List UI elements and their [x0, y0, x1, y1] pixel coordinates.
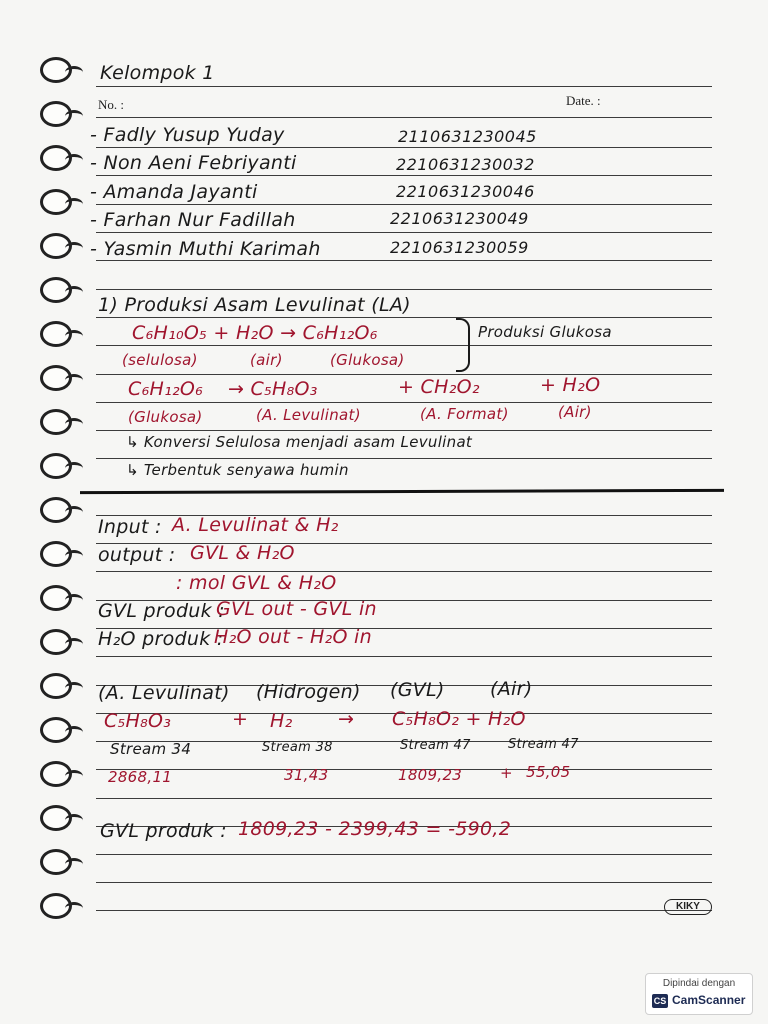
ruled-line: [96, 882, 712, 883]
member-nim: 2210631230046: [396, 182, 535, 201]
binder-ring: [40, 497, 72, 523]
member-name: - Yasmin Muthi Karimah: [90, 238, 321, 260]
stream-value: 55,05: [526, 763, 571, 781]
ruled-line: [96, 289, 712, 290]
reaction2-label: (Air): [558, 403, 592, 421]
stream-label: Stream 47: [400, 738, 471, 753]
brace-mark: [456, 318, 470, 372]
gvl-produk-result-label: GVL produk :: [100, 820, 227, 842]
member-nim: 2210631230049: [390, 209, 529, 228]
ruled-line: [96, 317, 712, 318]
reaction1-label: (Glukosa): [330, 351, 405, 369]
reaction3-term: H₂: [270, 710, 293, 732]
stream-value: 1809,23: [398, 766, 463, 784]
ruled-line: [96, 147, 712, 148]
ruled-line: [96, 86, 712, 87]
ruled-line: [96, 204, 712, 205]
ruled-line: [96, 175, 712, 176]
date-label: Date. :: [566, 93, 601, 108]
compound-header: (GVL): [390, 679, 445, 701]
binder-ring: [40, 805, 72, 831]
member-name: - Fadly Yusup Yuday: [90, 124, 285, 146]
note-conversion: ↳ Konversi Selulosa menjadi asam Levulinat: [126, 433, 473, 451]
group-title: Kelompok 1: [100, 62, 215, 84]
stream-label: Stream 38: [262, 740, 333, 755]
ruled-line: [96, 798, 712, 799]
ruled-line: [96, 345, 712, 346]
reaction3-term: C₅H₈O₂ + H₂O: [392, 708, 526, 730]
binder-ring: [40, 673, 72, 699]
ruled-line: [96, 458, 712, 459]
binder-ring: [40, 541, 72, 567]
member-name: - Non Aeni Febriyanti: [90, 152, 297, 174]
reaction1-label: (air): [250, 351, 283, 369]
gvl-produk-formula: GVL out - GVL in: [216, 598, 377, 620]
ruled-line: [96, 260, 712, 261]
member-nim: 2210631230059: [390, 238, 529, 257]
stream-plus: +: [500, 764, 513, 782]
binder-ring: [40, 277, 72, 303]
reaction2-label: (Glukosa): [128, 408, 203, 426]
scanner-name: CamScanner: [672, 993, 746, 1007]
compound-header: (Air): [490, 678, 533, 700]
reaction2-label: (A. Format): [420, 405, 509, 423]
stream-label: Stream 47: [508, 737, 579, 752]
member-name: - Farhan Nur Fadillah: [90, 209, 296, 231]
gvl-produk-result: 1809,23 - 2399,43 = -590,2: [238, 818, 512, 840]
ruled-line: [96, 656, 712, 657]
reaction3-term: C₅H₈O₃: [104, 710, 172, 732]
reaction1-label: (selulosa): [122, 351, 198, 369]
ruled-line: [96, 232, 712, 233]
member-nim: 2210631230032: [396, 155, 535, 174]
ruled-line: [96, 543, 712, 544]
compound-header: (Hidrogen): [256, 681, 361, 703]
binder-ring: [40, 585, 72, 611]
member-nim: 2110631230045: [398, 127, 537, 146]
binder-ring: [40, 409, 72, 435]
ruled-line: [96, 430, 712, 431]
binder-ring: [40, 321, 72, 347]
reaction1-equation: C₆H₁₀O₅ + H₂O → C₆H₁₂O₆: [132, 322, 378, 344]
note-humin: ↳ Terbentuk senyawa humin: [126, 461, 349, 479]
binder-ring: [40, 365, 72, 391]
binder-ring: [40, 145, 72, 171]
reaction2-term: + CH₂O₂: [398, 376, 480, 398]
reaction3-term: +: [232, 708, 249, 730]
gvl-produk-label: GVL produk :: [98, 600, 225, 622]
binder-ring: [40, 101, 72, 127]
output-value: GVL & H₂O: [190, 542, 295, 564]
camscanner-watermark: [645, 973, 753, 1015]
section-divider: [80, 489, 724, 494]
binder-ring: [40, 189, 72, 215]
reaction2-term: + H₂O: [540, 374, 601, 396]
ruled-line: [96, 854, 712, 855]
ruled-line: [96, 402, 712, 403]
reaction2-term: → C₅H₈O₃: [228, 378, 318, 400]
binder-ring: [40, 717, 72, 743]
reaction1-note: Produksi Glukosa: [478, 323, 612, 341]
binder-ring: [40, 453, 72, 479]
notebook-brand-logo: KIKY: [664, 899, 712, 915]
mol-line: : mol GVL & H₂O: [176, 572, 337, 594]
stream-value: 31,43: [284, 766, 329, 784]
binder-ring: [40, 849, 72, 875]
reaction2-label: (A. Levulinat): [256, 406, 361, 424]
compound-header: (A. Levulinat): [98, 682, 230, 704]
h2o-produk-label: H₂O produk :: [98, 628, 224, 650]
h2o-produk-formula: H₂O out - H₂O in: [214, 626, 372, 648]
output-label: output :: [98, 544, 176, 566]
member-name: - Amanda Jayanti: [90, 181, 258, 203]
reaction2-term: C₆H₁₂O₆: [128, 378, 204, 400]
binder-ring: [40, 893, 72, 919]
binder-ring: [40, 761, 72, 787]
section1-title: 1) Produksi Asam Levulinat (LA): [98, 294, 411, 316]
stream-value: 2868,11: [108, 768, 173, 786]
reaction3-term: →: [338, 708, 355, 730]
no-label: No. :: [98, 97, 124, 112]
camscanner-logo-icon: CS: [653, 996, 667, 1006]
input-value: A. Levulinat & H₂: [172, 514, 339, 536]
input-label: Input :: [98, 516, 162, 538]
ruled-line: [96, 117, 712, 118]
scanner-caption: Dipindai dengan: [662, 978, 736, 989]
binder-ring: [40, 57, 72, 83]
ruled-line: [96, 374, 712, 375]
binder-ring: [40, 233, 72, 259]
ruled-line: [96, 910, 712, 911]
binder-ring: [40, 629, 72, 655]
stream-label: Stream 34: [110, 740, 192, 758]
